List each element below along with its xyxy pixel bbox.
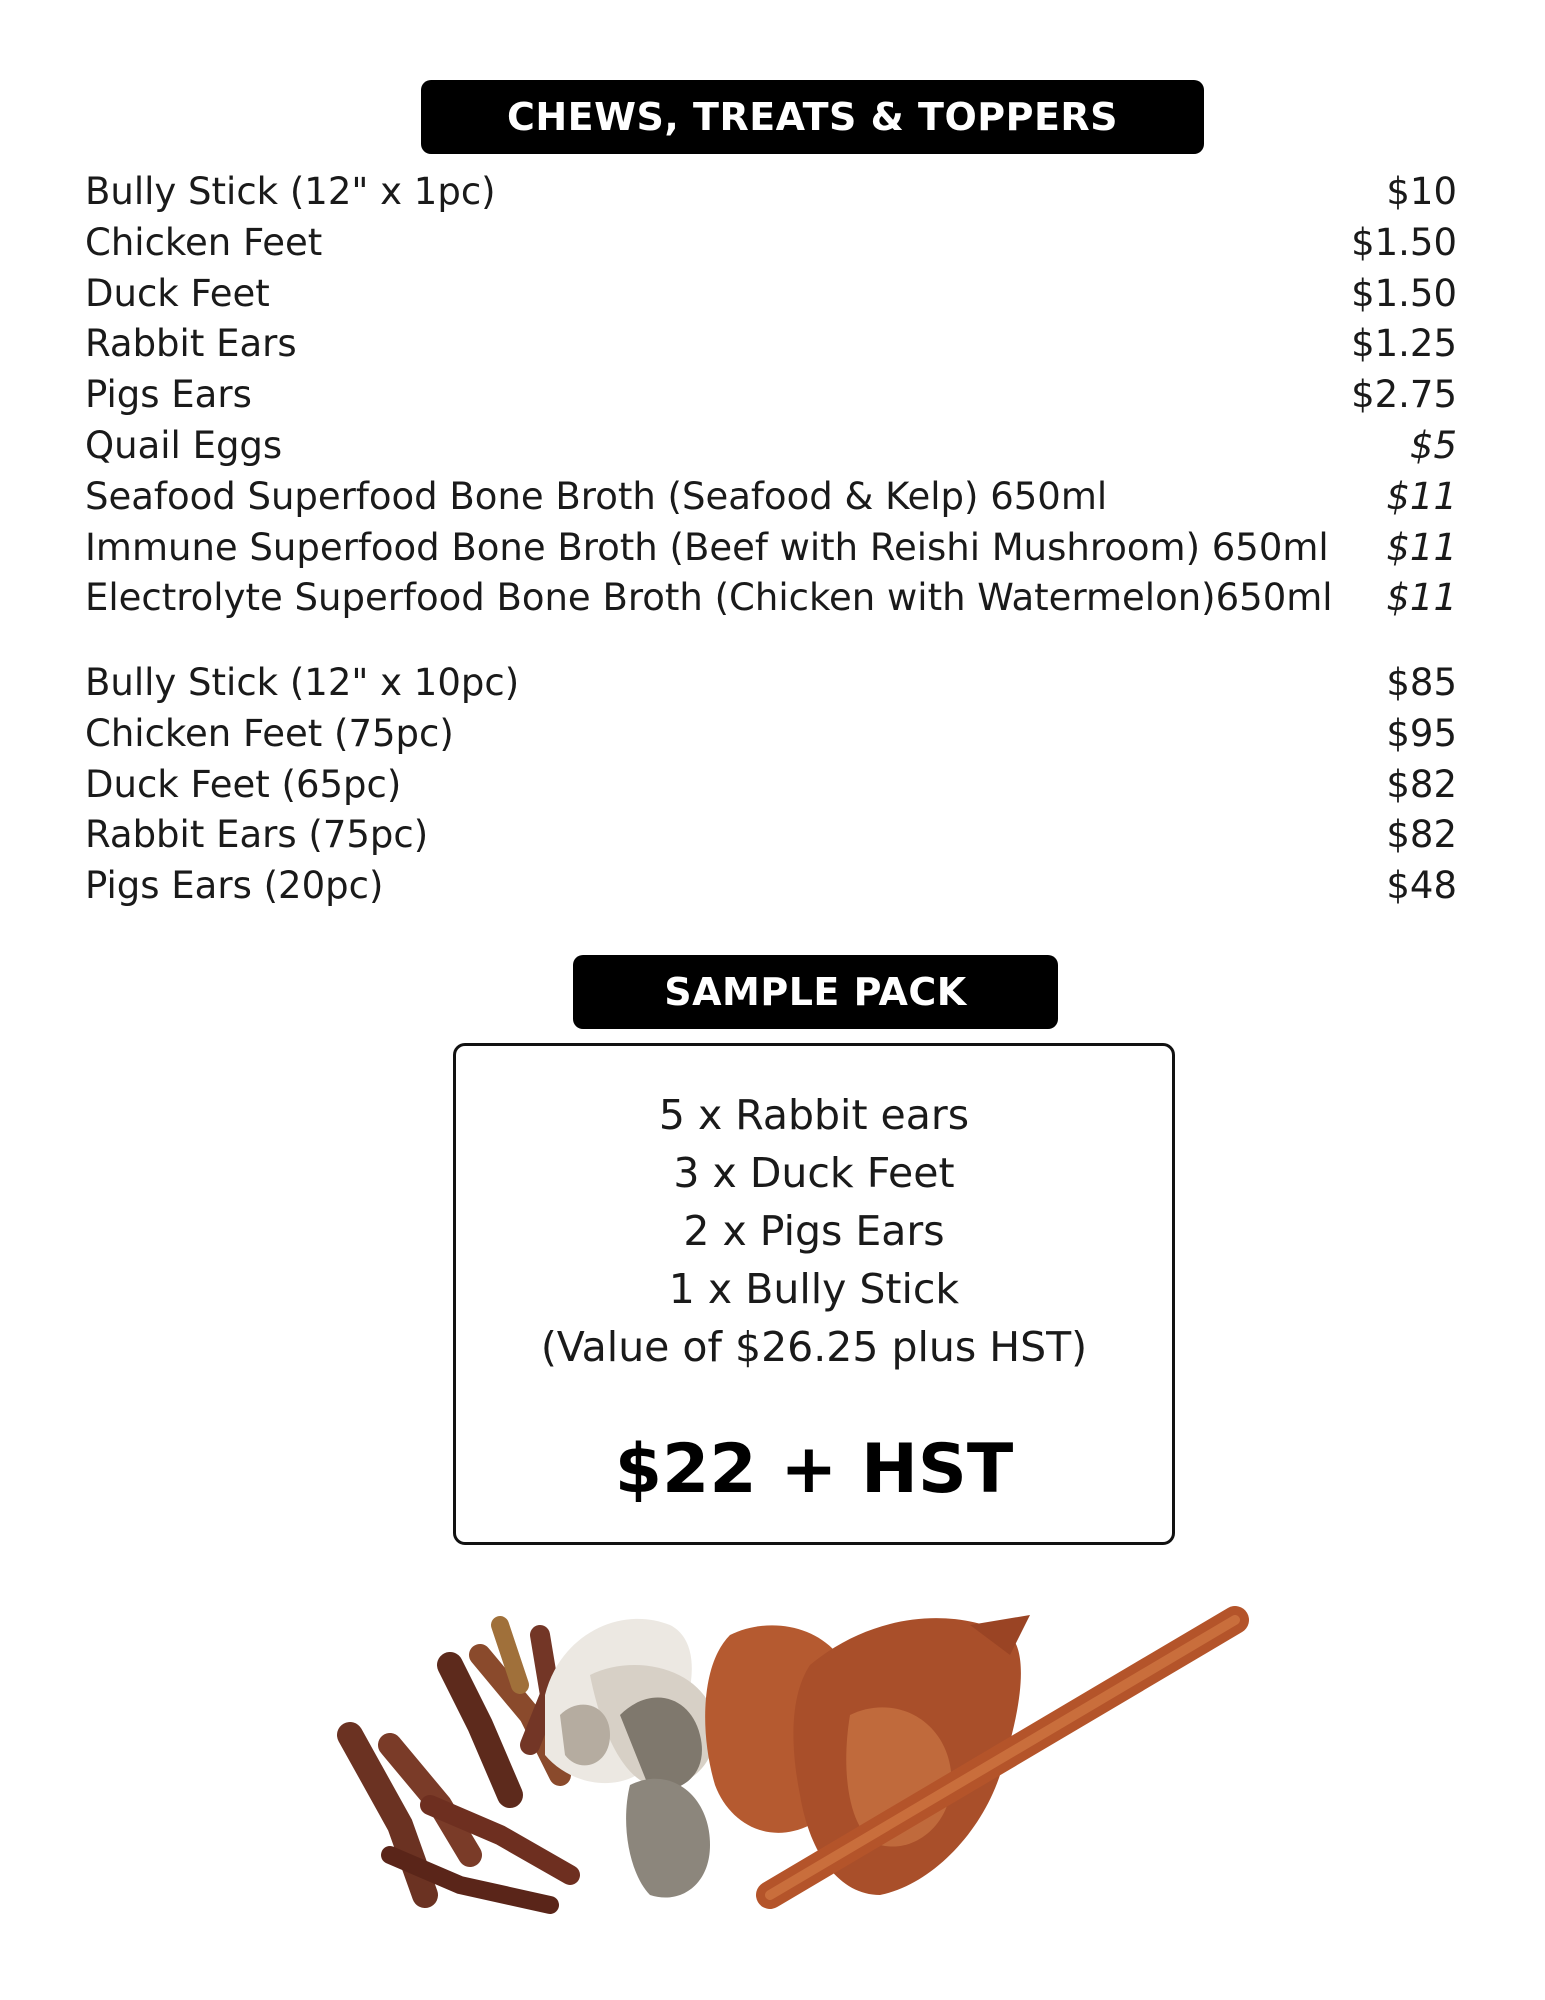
list-item [85,319,1457,370]
list-item [85,421,1457,472]
item-name: Quail Eggs [85,423,283,467]
item-price: $48 [1386,864,1457,908]
list-item [85,760,1457,811]
sample-pack-price: $22 + HST [614,1430,1014,1509]
item-price: $1.50 [1351,271,1457,315]
list-item [85,167,1457,218]
list-item [85,218,1457,269]
sample-pack-value: (Value of $26.25 plus HST) [540,1323,1088,1371]
item-price: $11 [1386,525,1457,569]
list-item [85,269,1457,320]
item-name: Duck Feet [85,271,270,315]
product-photo [330,1595,1270,1925]
item-name: Bully Stick (12" x 1pc) [85,170,496,213]
item-name: Rabbit Ears (75pc) [85,813,429,857]
item-price: $85 [1386,661,1457,704]
bulk-items-list [85,658,1457,912]
item-name: Pigs Ears [85,373,252,417]
item-price: $5 [1409,423,1457,467]
list-item [85,523,1457,574]
sample-pack-line: 2 x Pigs Ears [683,1207,945,1255]
item-price: $11 [1386,474,1457,518]
sample-pack-title: SAMPLE PACK [573,955,1058,1029]
rabbit-ears-image [545,1619,715,1898]
sample-pack-box [453,1043,1175,1545]
sample-pack-line: 1 x Bully Stick [668,1265,960,1313]
item-price: $2.75 [1351,373,1457,417]
item-name: Electrolyte Superfood Bone Broth (Chicken with Watermelon)650ml [85,576,1333,620]
item-name: Seafood Superfood Bone Broth (Seafood & Kelp) 650ml [85,474,1108,518]
item-price: $82 [1386,762,1457,806]
item-name: Rabbit Ears [85,322,297,366]
chews-section-title: CHEWS, TREATS & TOPPERS [421,80,1204,154]
list-item [85,573,1457,624]
item-name: Immune Superfood Bone Broth (Beef with Reishi Mushroom) 650ml [85,525,1329,569]
sample-pack-line: 3 x Duck Feet [673,1149,955,1197]
sample-pack-line: 5 x Rabbit ears [658,1091,970,1139]
list-item [85,861,1457,912]
single-items-list [85,167,1457,624]
chicken-feet-image [350,1625,570,1905]
item-name: Chicken Feet (75pc) [85,711,454,755]
item-price: $1.25 [1351,322,1457,366]
item-price: $10 [1386,170,1457,213]
sample-pack-contents [456,1086,1172,1376]
item-price: $95 [1386,711,1457,755]
item-price: $82 [1386,813,1457,857]
item-name: Chicken Feet [85,220,323,264]
item-price: $1.50 [1351,220,1457,264]
list-item [85,370,1457,421]
list-item [85,658,1457,709]
item-name: Pigs Ears (20pc) [85,864,384,908]
list-item [85,709,1457,760]
item-name: Duck Feet (65pc) [85,762,402,806]
item-name: Bully Stick (12" x 10pc) [85,661,520,704]
list-item [85,472,1457,523]
list-item [85,810,1457,861]
item-price: $11 [1386,576,1457,620]
